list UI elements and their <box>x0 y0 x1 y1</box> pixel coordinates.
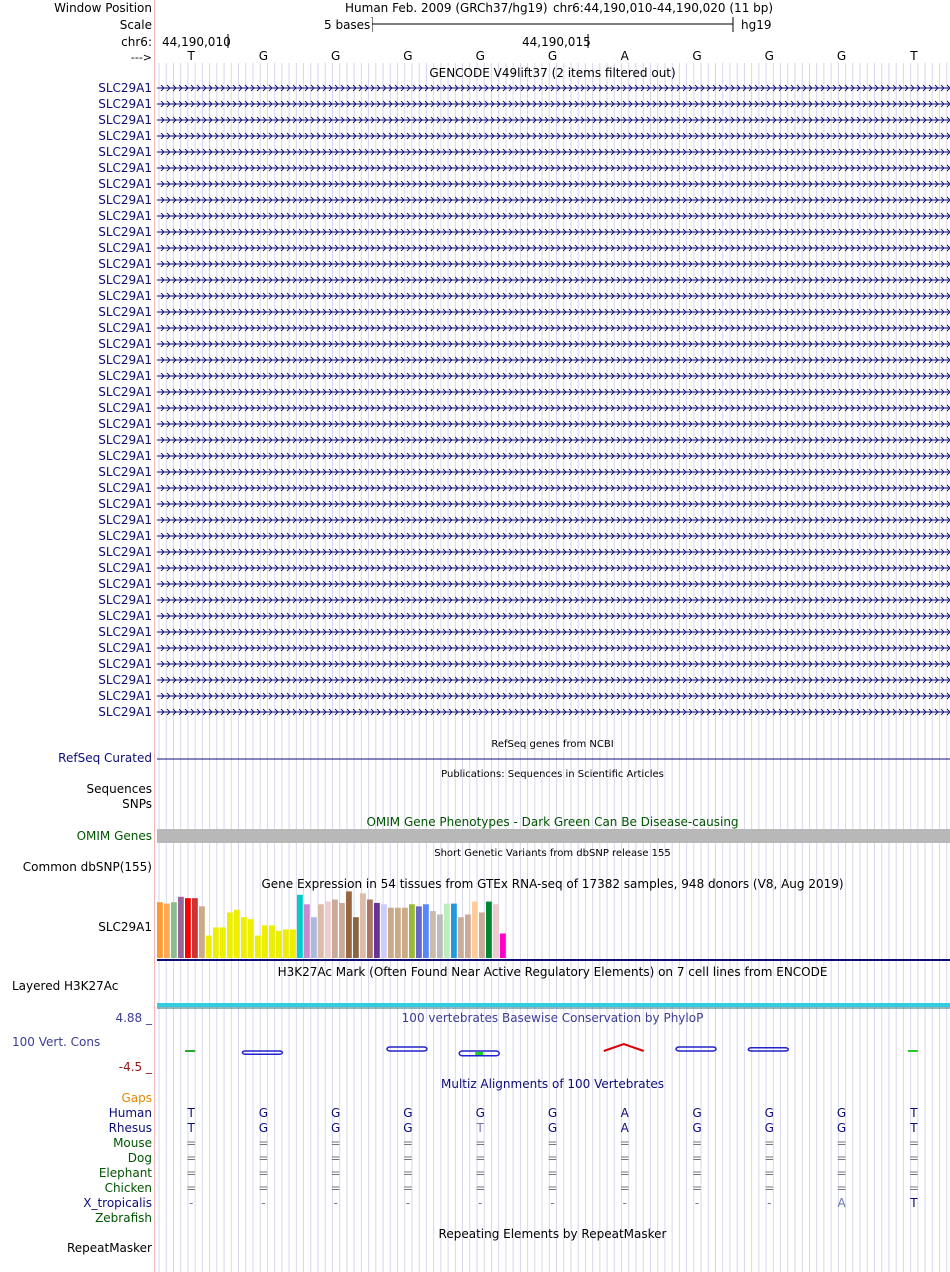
repeatmasker-track-title: Repeating Elements by RepeatMasker <box>438 1227 667 1241</box>
multiz-base-cell: = <box>475 1166 486 1180</box>
gencode-transcript-label[interactable]: SLC29A1 <box>98 81 152 95</box>
multiz-base-cell: - <box>550 1196 555 1210</box>
multiz-base-cell: T <box>187 1106 195 1120</box>
gencode-transcript-label[interactable]: SLC29A1 <box>98 497 152 511</box>
multiz-base-cell: = <box>402 1166 413 1180</box>
multiz-base-cell: = <box>764 1151 775 1165</box>
gtex-tissue-bar <box>500 934 506 958</box>
base-letter: G <box>403 49 413 63</box>
multiz-base-cell: G <box>331 1121 341 1135</box>
gencode-transcript-label[interactable]: SLC29A1 <box>98 689 152 703</box>
gencode-transcript-label[interactable]: SLC29A1 <box>98 401 152 415</box>
gtex-tissue-bar <box>339 903 345 958</box>
multiz-base-cell: = <box>547 1136 558 1150</box>
tick-label-left: 44,190,010 <box>162 35 231 49</box>
gtex-tissue-bar <box>486 902 492 958</box>
multiz-base-cell: = <box>186 1136 197 1150</box>
multiz-base-cell: = <box>692 1151 703 1165</box>
publications-track-label-1[interactable]: Sequences <box>86 782 152 796</box>
h3k27ac-signal <box>157 1003 950 1007</box>
multiz-base-cell: = <box>475 1181 486 1195</box>
gtex-tissue-bar <box>234 910 240 958</box>
gencode-transcript-label[interactable]: SLC29A1 <box>98 481 152 495</box>
multiz-base-cell: G <box>403 1121 413 1135</box>
tick-label-mid: 44,190,015 <box>522 35 591 49</box>
multiz-species-label: Mouse <box>113 1136 152 1150</box>
gtex-tissue-bar <box>276 931 282 958</box>
gtex-tissue-bar <box>255 936 261 958</box>
gtex-tissue-bar <box>185 898 191 958</box>
phylop-score-mark <box>604 1044 644 1051</box>
multiz-base-cell: G <box>403 1106 413 1120</box>
strand-label: ---> <box>130 51 152 64</box>
gencode-transcript-label[interactable]: SLC29A1 <box>98 577 152 591</box>
gencode-transcript-label[interactable]: SLC29A1 <box>98 657 152 671</box>
gtex-tissue-bar <box>493 904 499 958</box>
multiz-base-cell: T <box>910 1106 918 1120</box>
gtex-tissue-bar <box>374 903 380 958</box>
gencode-track-title: GENCODE V49lift37 (2 items filtered out) <box>429 66 676 80</box>
multiz-base-cell: = <box>692 1181 703 1195</box>
multiz-base-cell: = <box>836 1166 847 1180</box>
gtex-tissue-bar <box>430 911 436 958</box>
multiz-base-cell: = <box>836 1136 847 1150</box>
publications-track-title: Publications: Sequences in Scientific Articles <box>441 769 664 780</box>
multiz-base-cell: G <box>836 1121 847 1135</box>
gtex-tissue-bar <box>178 897 184 958</box>
gencode-transcript-label[interactable]: SLC29A1 <box>98 321 152 335</box>
gtex-tissue-bar <box>451 904 457 958</box>
gencode-transcript-label[interactable]: SLC29A1 <box>98 625 152 639</box>
multiz-base-cell: G <box>764 1121 774 1135</box>
phylop-track-title: 100 vertebrates Basewise Conservation by PhyloP <box>401 1011 704 1025</box>
phylop-score-mark <box>387 1047 427 1051</box>
multiz-base-cell: G <box>475 1106 485 1120</box>
multiz-base-cell: = <box>908 1166 919 1180</box>
gtex-tissue-bar <box>269 925 275 958</box>
gencode-transcript-label[interactable]: SLC29A1 <box>98 449 152 463</box>
gtex-tissue-bar <box>171 902 177 958</box>
multiz-base-cell: - <box>767 1196 772 1210</box>
multiz-base-cell: = <box>330 1136 341 1150</box>
multiz-base-cell: = <box>908 1181 919 1195</box>
base-letter: G <box>258 49 269 63</box>
multiz-base-cell: - <box>333 1196 338 1210</box>
gtex-tissue-bar <box>241 917 247 958</box>
publications-track-label-2[interactable]: SNPs <box>122 797 152 811</box>
multiz-base-cell: A <box>620 1106 629 1120</box>
multiz-base-cell: = <box>475 1151 486 1165</box>
gtex-tissue-bar <box>213 927 219 958</box>
gtex-tissue-bar <box>311 917 317 958</box>
gencode-transcript-label[interactable]: SLC29A1 <box>98 161 152 175</box>
multiz-species-label: Rhesus <box>108 1121 152 1135</box>
multiz-base-cell: T <box>910 1121 918 1135</box>
multiz-base-cell: = <box>402 1151 413 1165</box>
h3k27ac-track-label[interactable]: Layered H3K27Ac <box>12 979 119 993</box>
multiz-base-cell: G <box>547 1106 558 1120</box>
omim-track-label[interactable]: OMIM Genes <box>76 829 152 843</box>
base-letter: G <box>475 49 485 63</box>
gtex-tissue-bar <box>423 904 429 958</box>
multiz-track-title: Multiz Alignments of 100 Vertebrates <box>440 1077 665 1091</box>
gencode-transcript-label[interactable]: SLC29A1 <box>98 97 152 111</box>
gtex-tissue-bar <box>248 919 254 958</box>
gtex-tissue-bar <box>332 900 338 958</box>
gtex-tissue-bar <box>325 902 331 958</box>
gencode-transcript-label[interactable]: SLC29A1 <box>98 593 152 607</box>
gtex-tissue-bar <box>367 900 373 958</box>
gtex-tissue-bar <box>479 912 485 958</box>
multiz-species-label: Elephant <box>98 1166 152 1180</box>
gtex-tissue-bar <box>206 936 212 958</box>
phylop-score-mark <box>676 1047 716 1051</box>
gencode-transcript-label[interactable]: SLC29A1 <box>98 289 152 303</box>
gtex-tissue-bar <box>157 902 163 958</box>
multiz-base-cell: = <box>186 1151 197 1165</box>
gtex-tissue-bar <box>465 914 471 958</box>
multiz-base-cell: = <box>836 1181 847 1195</box>
multiz-base-cell: = <box>258 1166 269 1180</box>
gtex-tissue-bar <box>395 908 401 958</box>
gtex-tissue-bar <box>227 912 233 958</box>
gencode-transcript-label[interactable]: SLC29A1 <box>98 145 152 159</box>
multiz-base-cell: - <box>694 1196 700 1210</box>
phylop-ymax-label: 4.88 _ <box>115 1011 152 1025</box>
base-letter: T <box>187 49 195 63</box>
multiz-gaps-label: Gaps <box>121 1091 152 1105</box>
multiz-species-label: Chicken <box>104 1181 152 1195</box>
multiz-base-cell: G <box>692 1121 702 1135</box>
gencode-transcript-label[interactable]: SLC29A1 <box>98 225 152 239</box>
multiz-species-label: Dog <box>127 1151 152 1165</box>
multiz-base-cell: = <box>258 1181 269 1195</box>
gtex-tissue-bar <box>388 908 394 958</box>
repeatmasker-track-label[interactable]: RepeatMasker <box>66 1241 152 1255</box>
gtex-tissue-bar <box>360 893 366 958</box>
track-label-column <box>0 0 154 1272</box>
chrom-label: chr6: <box>121 35 152 49</box>
multiz-species-label: X_tropicalis <box>83 1196 152 1210</box>
multiz-base-cell: = <box>547 1166 558 1180</box>
gencode-transcript-label[interactable]: SLC29A1 <box>98 257 152 271</box>
base-letter: G <box>764 49 774 63</box>
multiz-base-cell: = <box>619 1181 630 1195</box>
multiz-base-cell: G <box>692 1106 702 1120</box>
multiz-base-cell: G <box>836 1106 847 1120</box>
gencode-transcript-label[interactable]: SLC29A1 <box>98 673 152 687</box>
base-letter: A <box>620 49 629 63</box>
gencode-transcript-label[interactable]: SLC29A1 <box>98 193 152 207</box>
multiz-base-cell: = <box>692 1166 703 1180</box>
multiz-base-cell: - <box>261 1196 266 1210</box>
multiz-base-cell: = <box>619 1151 630 1165</box>
gtex-tissue-bar <box>318 904 324 958</box>
gtex-tissue-bar <box>472 902 478 958</box>
multiz-base-cell: = <box>619 1166 630 1180</box>
gencode-transcript-label[interactable]: SLC29A1 <box>98 433 152 447</box>
multiz-base-cell: = <box>908 1151 919 1165</box>
dbsnp-track-label[interactable]: Common dbSNP(155) <box>22 860 152 874</box>
gencode-transcript-label[interactable]: SLC29A1 <box>98 241 152 255</box>
gtex-track-label[interactable]: SLC29A1 <box>98 920 152 934</box>
multiz-base-cell: = <box>836 1151 847 1165</box>
multiz-base-cell: G <box>258 1106 269 1120</box>
refseq-track-title: RefSeq genes from NCBI <box>491 739 614 750</box>
multiz-base-cell: = <box>764 1136 775 1150</box>
gencode-transcript-label[interactable]: SLC29A1 <box>98 609 152 623</box>
multiz-base-cell: T <box>187 1121 195 1135</box>
refseq-track-label[interactable]: RefSeq Curated <box>58 751 152 765</box>
h3k27ac-track-title: H3K27Ac Mark (Often Found Near Active Regulatory Elements) on 7 cell lines from ENCODE <box>277 965 828 979</box>
gencode-transcript-label[interactable]: SLC29A1 <box>98 465 152 479</box>
gtex-tissue-bar <box>304 904 310 958</box>
gtex-tissue-bar <box>437 914 443 958</box>
gencode-transcript-label[interactable]: SLC29A1 <box>98 177 152 191</box>
gtex-tissue-bar <box>444 904 450 958</box>
gencode-transcript-label[interactable]: SLC29A1 <box>98 209 152 223</box>
multiz-base-cell: G <box>547 1121 558 1135</box>
gencode-transcript-label[interactable]: SLC29A1 <box>98 353 152 367</box>
gencode-transcript-label[interactable]: SLC29A1 <box>98 417 152 431</box>
omim-gene-bar <box>157 829 950 843</box>
gencode-transcript-label[interactable]: SLC29A1 <box>98 337 152 351</box>
gtex-tissue-bar <box>283 929 289 958</box>
gencode-transcript-label[interactable]: SLC29A1 <box>98 129 152 143</box>
multiz-base-cell: G <box>258 1121 269 1135</box>
multiz-base-cell: = <box>692 1136 703 1150</box>
db-text: hg19 <box>741 18 772 32</box>
gtex-tissue-bar <box>262 925 268 958</box>
scale-text: 5 bases <box>324 18 371 32</box>
gencode-transcript-label[interactable]: SLC29A1 <box>98 369 152 383</box>
multiz-base-cell: = <box>547 1151 558 1165</box>
multiz-base-cell: = <box>186 1166 197 1180</box>
gtex-tissue-bar <box>192 898 198 958</box>
multiz-base-cell: = <box>330 1166 341 1180</box>
gencode-transcript-label[interactable]: SLC29A1 <box>98 641 152 655</box>
multiz-base-cell: = <box>186 1181 197 1195</box>
gencode-transcript-label[interactable]: SLC29A1 <box>98 113 152 127</box>
phylop-track-label[interactable]: 100 Vert. Cons <box>12 1035 101 1049</box>
multiz-base-cell: = <box>908 1136 919 1150</box>
gtex-tissue-bar <box>220 927 226 958</box>
position-text: chr6:44,190,010-44,190,020 (11 bp) <box>553 1 774 15</box>
gtex-tissue-bar <box>346 891 352 958</box>
gtex-tissue-bar <box>402 908 408 958</box>
gencode-transcript-label[interactable]: SLC29A1 <box>98 529 152 543</box>
phylop-score-mark <box>475 1052 483 1055</box>
gtex-tissue-bar <box>416 906 422 958</box>
gencode-transcript-label[interactable]: SLC29A1 <box>98 305 152 319</box>
multiz-species-label: Zebrafish <box>95 1211 152 1225</box>
gtex-tissue-bar <box>199 906 205 958</box>
multiz-base-cell: - <box>478 1196 483 1210</box>
gencode-transcript-label[interactable]: SLC29A1 <box>98 385 152 399</box>
phylop-score-mark <box>748 1048 788 1051</box>
gencode-transcript-label[interactable]: SLC29A1 <box>98 513 152 527</box>
base-letter: G <box>331 49 341 63</box>
dbsnp-track-title: Short Genetic Variants from dbSNP release 155 <box>434 848 671 859</box>
gtex-tissue-bar <box>353 917 359 958</box>
multiz-base-cell: G <box>331 1106 341 1120</box>
gencode-transcript-label[interactable]: SLC29A1 <box>98 545 152 559</box>
base-letter: G <box>836 49 847 63</box>
multiz-base-cell: = <box>258 1136 269 1150</box>
multiz-base-cell: = <box>330 1181 341 1195</box>
multiz-base-cell: = <box>764 1181 775 1195</box>
omim-track-title: OMIM Gene Phenotypes - Dark Green Can Be Disease-causing <box>366 815 739 829</box>
gtex-tissue-bar <box>290 929 296 958</box>
phylop-ymin-label: -4.5 _ <box>118 1060 152 1074</box>
phylop-score-mark <box>242 1051 282 1054</box>
multiz-base-cell: T <box>476 1121 484 1135</box>
gtex-track-title: Gene Expression in 54 tissues from GTEx RNA-seq of 17382 samples, 948 donors (V8, Aug 2019) <box>261 877 844 891</box>
multiz-base-cell: - <box>622 1196 627 1210</box>
multiz-base-cell: = <box>619 1136 630 1150</box>
base-letter: G <box>692 49 702 63</box>
multiz-base-cell: = <box>330 1151 341 1165</box>
gencode-transcript-label[interactable]: SLC29A1 <box>98 705 152 719</box>
assembly-text: Human Feb. 2009 (GRCh37/hg19) <box>345 1 548 15</box>
multiz-base-cell: - <box>188 1196 194 1210</box>
window-position-label: Window Position <box>54 1 152 15</box>
scale-label: Scale <box>119 18 152 32</box>
multiz-base-cell: - <box>405 1196 411 1210</box>
gtex-tissue-bar <box>164 904 170 958</box>
gencode-transcript-label[interactable]: SLC29A1 <box>98 561 152 575</box>
base-letter: G <box>547 49 558 63</box>
gencode-transcript-label[interactable]: SLC29A1 <box>98 273 152 287</box>
gtex-tissue-bar <box>297 895 303 958</box>
gtex-tissue-bar <box>381 904 387 958</box>
multiz-base-cell: = <box>402 1136 413 1150</box>
gtex-tissue-bar <box>409 904 415 958</box>
multiz-base-cell: = <box>547 1181 558 1195</box>
multiz-base-cell: = <box>764 1166 775 1180</box>
multiz-species-label: Human <box>108 1106 152 1120</box>
gtex-tissue-bar <box>458 917 464 958</box>
track-image-column[interactable] <box>155 0 950 1272</box>
multiz-base-cell: = <box>402 1181 413 1195</box>
multiz-base-cell: G <box>764 1106 774 1120</box>
multiz-base-cell: A <box>620 1121 629 1135</box>
multiz-base-cell: T <box>910 1196 918 1210</box>
multiz-base-cell: = <box>475 1136 486 1150</box>
multiz-base-cell: = <box>258 1151 269 1165</box>
multiz-base-cell: A <box>837 1196 846 1210</box>
base-letter: T <box>910 49 918 63</box>
